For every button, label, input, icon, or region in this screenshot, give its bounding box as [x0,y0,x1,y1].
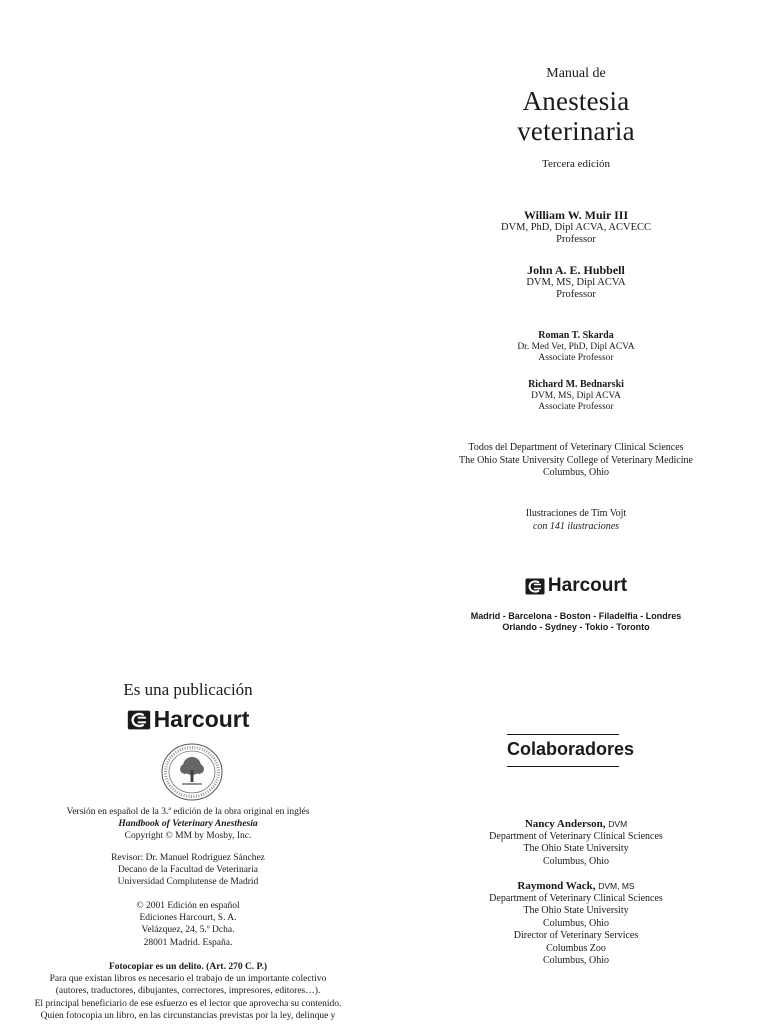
colaboradores-heading: Colaboradores [507,739,635,759]
copy-warning-block [0,961,376,1022]
harcourt-mark-icon [525,578,545,595]
publication-label: Es una publicación [123,680,253,699]
heading-rule-bottom [507,766,619,767]
reviewer-block [0,852,376,889]
harcourt-mark-icon [127,710,151,730]
edition-info-line: © 2001 Edición en español [136,901,240,911]
copy-warning-line: (autores, traductores, dibujantes, correctores, impresores, editores…). [55,986,321,997]
author-credentials: Dr. Med Vet, PhD, Dipl ACVA [517,342,635,352]
publisher-logo [384,575,768,597]
edition-info-line: Ediciones Harcourt, S. A. [139,913,237,924]
seal-tree-icon [160,742,224,802]
author-credentials: DVM, PhD, Dipl ACVA, ACVECC [500,222,652,233]
department-block [384,442,768,480]
edition-info-line: 28001 Madrid. España. [143,937,233,948]
contributor-line: Columbus, Ohio [542,955,610,967]
author-name: William W. Muir III [523,208,629,222]
heading-rule-top [507,734,619,735]
copy-warning-line: El principal beneficiario de ese esfuerzo es el lector que aprovecha su contenido. [34,998,342,1009]
reviewer-line: Decano de la Facultad de Veterinaria [118,865,258,876]
edition-info-block [0,900,376,949]
copy-warning-line: Para que existan libros es necesario el trabajo de un importante colectivo [49,974,327,985]
author-1 [384,208,768,246]
contributor-name-row [384,880,768,893]
illustrations-credit: Ilustraciones de Tim Vojt [525,508,627,519]
department-line: Columbus, Ohio [542,467,610,478]
copy-warning-line: Quien fotocopia un libro, en las circunstancias previstas por la ley, delinque y [40,1010,336,1021]
contributor-line: Columbus Zoo [546,942,606,954]
contributor-line: Columbus, Ohio [542,917,610,929]
author-title: Associate Professor [538,402,614,412]
title-line-1: Anestesia [522,86,630,116]
copy-warning-title: Fotocopiar es un delito. (Art. 270 C. P.) [108,962,268,972]
contributor-line: Director of Veterinary Services [513,930,639,942]
edition-label: Tercera edición [542,158,610,170]
author-title: Professor [556,234,596,245]
illustrations-block [384,507,768,533]
author-3 [384,330,768,364]
author-name: Richard M. Bednarski [528,379,624,390]
author-credentials: DVM, MS, Dipl ACVA [531,391,621,401]
contributor-line: Department of Veterinary Clinical Sciences [489,893,663,904]
contributor-name: Nancy Anderson, [524,818,606,830]
contributor-credential: DVM, MS [598,881,635,891]
original-title: Handbook of Veterinary Anesthesia [118,819,258,830]
contributor-name: Raymond Wack, [517,880,596,892]
contributor-1 [384,818,768,868]
author-title: Associate Professor [538,353,614,363]
edition-info-line: Velázquez, 24, 5.º Dcha. [141,925,235,936]
title-line-2: veterinaria [517,116,635,146]
copyright-original: Copyright © MM by Mosby, Inc. [124,831,252,842]
title-page [384,0,768,650]
cities-line: Madrid - Barcelona - Boston - Filadelfia - Londres [470,611,682,621]
contributor-line: Columbus, Ohio [542,855,610,867]
reviewer-line: Universidad Complutense de Madrid [117,877,259,888]
contributor-credential: DVM [608,819,628,829]
author-name: John A. E. Hubbell [527,263,625,277]
contributor-2 [384,880,768,967]
publisher-name: Harcourt [153,706,250,732]
illustrations-count: con 141 ilustraciones [532,521,620,532]
contributor-name-row [384,818,768,831]
author-name: Roman T. Skarda [538,330,614,341]
contributor-line: The Ohio State University [523,843,629,855]
university-seal [160,742,224,802]
cities-block [384,611,768,633]
version-block [0,806,376,843]
author-credentials: DVM, MS, Dipl ACVA [526,277,626,288]
reviewer-line: Revisor: Dr. Manuel Rodríguez Sánchez [111,853,265,863]
version-line: Versión en español de la 3.ª edición de la obra original en inglés [66,807,310,817]
publisher-logo-left [0,706,376,733]
author-4 [384,379,768,413]
author-2 [384,263,768,301]
contributor-line: The Ohio State University [523,905,629,917]
publisher-name: Harcourt [547,575,628,596]
author-title: Professor [556,289,596,300]
contributor-line: Department of Veterinary Clinical Sciences [489,831,663,842]
manual-de-label: Manual de [546,66,606,81]
department-line: The Ohio State University College of Veterinary Medicine [459,454,693,466]
cities-line: Orlando - Sydney - Tokio - Toronto [502,622,650,632]
department-line: Todos del Department of Veterinary Clinical Sciences [468,442,684,453]
